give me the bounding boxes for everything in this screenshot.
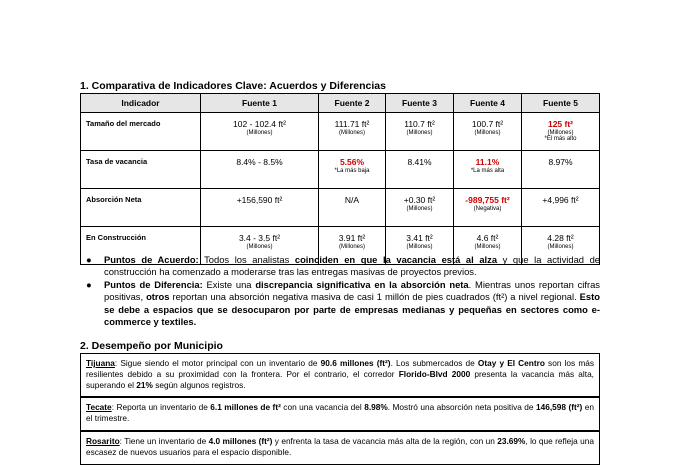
tijuana-text-4: presenta la vacancia más alta, superando el (86, 369, 594, 390)
tecate-bold-3: 146,598 (ft²) (536, 402, 583, 412)
tecate-bold-1: 6.1 millones de ft² (210, 402, 281, 412)
row-label: Tasa de vacancia (81, 151, 201, 189)
cell-value: 3.41 ft² (406, 233, 433, 243)
cell-value: +156,590 ft² (236, 195, 283, 205)
bullet-icon: ● (86, 254, 92, 265)
acuerdo-text-2: y que la actividad de construcción ha comenzado a moderarse tras las entregas masivas de proyectos previos. (104, 254, 601, 278)
header-indicador: Indicador (81, 94, 201, 113)
cell-note: *La más alta (470, 168, 505, 174)
table-cell (522, 151, 600, 189)
cell-note: *La más baja (334, 168, 370, 174)
tijuana-bold-1: 90.6 millones (ft²) (320, 358, 391, 368)
table-cell (201, 113, 319, 151)
table-cell (319, 113, 386, 151)
table-header-row (81, 94, 600, 113)
table-cell (386, 113, 454, 151)
table-cell (386, 189, 454, 227)
tijuana-text-1: : Sigue siendo el motor principal con un inventario de (114, 358, 321, 368)
header-fuente-3: Fuente 3 (386, 94, 454, 113)
tijuana-name: Tijuana (86, 358, 115, 368)
rosarito-text-2: y enfrenta la tasa de vacancia más alta de la región, con un (272, 436, 498, 446)
bullet-icon: ● (86, 278, 92, 290)
table-row (81, 151, 600, 189)
cell-value: 3.4 - 3.5 ft² (238, 233, 281, 243)
rosarito-bold-2: 23.69% (497, 436, 526, 446)
cell-value: 111.71 ft² (334, 119, 370, 129)
tecate-text-1: : Reporta un inventario de (111, 402, 211, 412)
cell-value: 125 ft² (547, 119, 574, 129)
diferencia-bold-2: otros (146, 291, 170, 303)
list-item-diferencia (80, 279, 600, 329)
cell-note: (Millones) (547, 130, 574, 136)
tecate-bold-2: 8.98% (364, 402, 388, 412)
table-cell (454, 113, 522, 151)
cell-value: 100.7 ft² (471, 119, 504, 129)
diferencia-bold-1: discrepancia significativa en la absorción neta (255, 278, 469, 290)
cell-value: 11.1% (475, 157, 500, 167)
table-row (81, 189, 600, 227)
acuerdo-lead: Puntos de Acuerdo: (104, 254, 199, 265)
cell-value: 8.97% (548, 157, 573, 167)
key-points-list (80, 254, 600, 328)
cell-value: 4.28 ft² (547, 233, 574, 243)
header-fuente-1: Fuente 1 (201, 94, 319, 113)
table-cell (319, 151, 386, 189)
cell-note: (Millones) (547, 244, 574, 250)
cell-value: -989,755 ft² (465, 195, 510, 205)
tecate-text-4: en el trimestre. (86, 402, 594, 423)
cell-value: +4,996 ft² (542, 195, 579, 205)
cell-value: 8.41% (407, 157, 432, 167)
cell-note: (Millones) (406, 244, 433, 250)
cell-note: (Millones) (406, 130, 433, 136)
tijuana-bold-4: 21% (136, 380, 153, 390)
tijuana-text-2: . Los submercados de (390, 358, 478, 368)
tijuana-box (80, 353, 600, 397)
tecate-name: Tecate (86, 402, 112, 412)
cell-note: (Millones) (246, 130, 273, 136)
cell-note: (Millones) (474, 244, 501, 250)
diferencia-bold-3: Esto se debe a espacios que se desocuparon por parte de empresas medianas y pequeñas en sectores como e-commerce y textiles. (104, 291, 600, 328)
cell-note: (Millones) (406, 206, 433, 212)
cell-value: 102 - 102.4 ft² (233, 119, 286, 129)
diferencia-lead: Puntos de Diferencia: (104, 278, 203, 290)
cell-value: +0.30 ft² (403, 195, 436, 205)
cell-note: (Millones) (338, 130, 365, 136)
diferencia-text-1: Existe una (202, 278, 256, 290)
rosarito-text-3: , lo que refleja una escasez de nuevos usuarios para el espacio disponible. (86, 436, 594, 457)
cell-note: *El más alto (544, 136, 577, 142)
tijuana-text-3: son los más resilientes debido a su proximidad con la frontera. Por el contrario, el corredor (86, 358, 595, 379)
tijuana-text-5: según algunos registros. (152, 380, 246, 390)
table-cell (201, 189, 319, 227)
cell-value: 4.6 ft² (476, 233, 499, 243)
rosarito-bold-1: 4.0 millones (ft²) (208, 436, 273, 446)
cell-value: 3.91 ft² (338, 233, 366, 243)
table-cell (522, 113, 600, 151)
row-label: En Construcción (81, 227, 201, 265)
tecate-text-2: con una vacancia del (280, 402, 365, 412)
header-fuente-2: Fuente 2 (319, 94, 386, 113)
cell-note: (Millones) (246, 244, 273, 250)
tecate-box (80, 397, 600, 431)
diferencia-text-2: . Mientras unos reportan cifras positivas, (104, 278, 600, 303)
section-1-title: 1. Comparativa de Indicadores Clave: Acuerdos y Diferencias (80, 80, 386, 92)
row-label: Tamaño del mercado (81, 113, 201, 151)
table-cell (201, 151, 319, 189)
row-label: Absorción Neta (81, 189, 201, 227)
tijuana-bold-2: Otay y El Centro (477, 358, 545, 368)
header-fuente-5: Fuente 5 (522, 94, 600, 113)
rosarito-box (80, 431, 600, 465)
cell-value: 8.4% - 8.5% (236, 157, 283, 167)
table-cell (386, 151, 454, 189)
cell-note: (Millones) (474, 130, 501, 136)
comparison-table (80, 93, 600, 265)
diferencia-text-3: reportan una absorción negativa masiva de casi 1 millón de pies cuadrados (ft²) a nivel regional. (169, 291, 580, 303)
acuerdo-text-1: Todos los analistas (198, 254, 295, 265)
list-item-acuerdo (80, 254, 600, 279)
cell-value: 5.56% (339, 157, 365, 167)
table-row (81, 113, 600, 151)
cell-note: (Millones) (338, 244, 365, 250)
cell-note: (Negativa) (473, 206, 502, 212)
table-cell (454, 189, 522, 227)
acuerdo-bold-1: coinciden en que la vacancia está al alza (294, 254, 498, 265)
tecate-text-3: . Mostró una absorción neta positiva de (387, 402, 537, 412)
table-cell (522, 189, 600, 227)
cell-value: N/A (344, 195, 360, 205)
cell-value: 110.7 ft² (404, 119, 435, 129)
rosarito-name: Rosarito (86, 436, 120, 446)
header-fuente-4: Fuente 4 (454, 94, 522, 113)
tijuana-bold-3: Florido-Blvd 2000 (398, 369, 471, 379)
rosarito-text-1: : Tiene un inventario de (119, 436, 209, 446)
table-cell (319, 189, 386, 227)
section-2-title: 2. Desempeño por Municipio (80, 340, 223, 352)
table-cell (454, 151, 522, 189)
